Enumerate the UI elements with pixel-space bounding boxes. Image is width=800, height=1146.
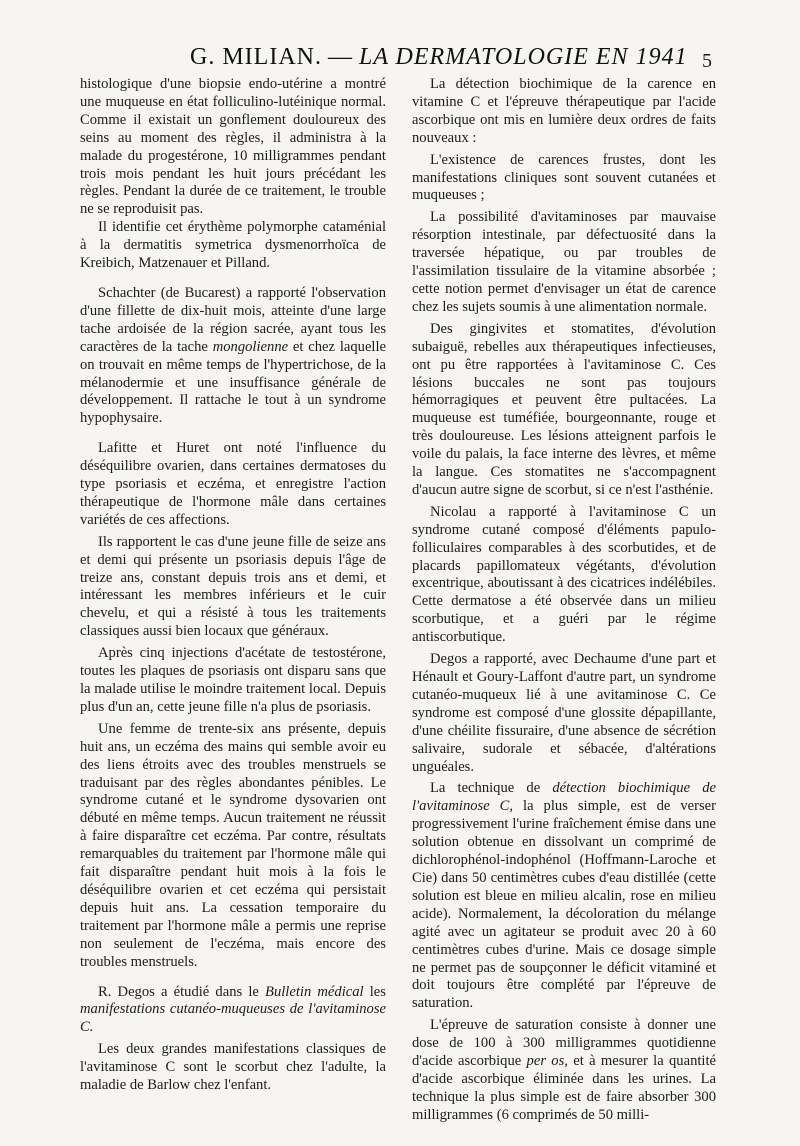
text-run: L'épreuve de saturation consiste à donner une dose de 100 à 300 milligrammes quotidienne d'acide ascorbique: [412, 1017, 716, 1070]
header-year: 1941: [635, 44, 688, 70]
text-run: et à mesurer la quantité d'acide ascorbique éliminée dans les urines. La technique la plus simple est de faire absorber 300 milligrammes (6 comprimés de 50 milli-: [412, 1053, 717, 1123]
header-author: G. MILIAN.: [190, 44, 322, 70]
italic-run: Bulletin médical: [265, 983, 364, 1000]
paragraph: Des gingivites et stomatites, d'évolution subaiguë, rebelles aux thérapeutiques infectieuses, ont pu être rapportées à l'avitaminose C. Ces lésions buccales ne sont pas toujours hémorragiques et peuvent être pultacées. La muqueuse est tuméfiée, bourgeonnante, rouge et très douloureuse. Les lésions atteignent parfois le voile du palais, la face interne des lèvres, et même la langue. Ces stomatites ne s'accompagnent d'aucun autre signe de scorbut, si ce n'est l'asthénie.: [412, 320, 716, 498]
paragraph: Nicolau a rapporté à l'avitaminose C un syndrome cutané composé d'éléments papulo-folliculaires comparables à des scorbutides, et de placards papillomateux végétants, d'évolution excentrique, aboutissant à des cicatrices indélébiles. Cette dermatose a été observée dans un milieu scorbutique, et a guéri par le régime antiscorbutique.: [412, 503, 716, 646]
paragraph: Degos a rapporté, avec Dechaume d'une part et Hénault et Goury-Laffont d'autre part, un syndrome cutanéo-muqueux lié à une avitaminose C. Ce syndrome est composé d'une glossite dépapillante, d'une chéilite fissuraire, d'une absence de sécrétion salivaire, sudorale et sébacée, d'altérations unguéales.: [412, 651, 716, 775]
paragraph: La détection biochimique de la carence en vitamine C et l'épreuve thérapeutique par l'acide ascorbique ont mis en lumière deux ordres de faits nouveaux :: [412, 76, 716, 146]
paragraph: Lafitte et Huret ont noté l'influence du déséquilibre ovarien, dans certaines dermatoses du type psoriasis et eczéma, et enregistre l'action thérapeutique de l'hormone mâle dans certaines variétés de ces affections.: [80, 440, 386, 528]
paragraph: [80, 984, 386, 1038]
paragraph: Une femme de trente-six ans présente, depuis huit ans, un eczéma des mains qui semble avoir eu des liens étroits avec des troubles menstruels se traduisant par des règles abondantes pénibles. Le syndrome cutané et le syndrome dysovarien ont débuté en même temps. Aucun traitement ne réussit à faire disparaître cet eczéma. Par contre, résultats remarquables du traitement par l'hormone mâle qui fait disparaître pendant huit mois à la fois le déséquilibre ovarien et cet eczéma qui persistait depuis huit ans. La cessation temporaire du traitement par l'hormone mâle a permis une reprise non seulement de l'eczéma, mais encore des troubles menstruels.: [80, 720, 386, 970]
paragraph: [412, 780, 716, 1013]
text-run: Schachter (de Bucarest) a rapporté l'observation d'une fillette de dix-huit mois, atteinte d'une large tache ardoisée de la région sacrée, ayant tous les caractères de la tache: [80, 284, 386, 355]
paragraph: Il identifie cet érythème polymorphe cataménial à la dermatitis symetrica dysmenorrhoïca de Kreibich, Matzenauer et Pilland.: [80, 219, 386, 272]
paragraph: L'existence de carences frustes, dont les manifestations cliniques sont souvent cutanées et muqueuses ;: [412, 151, 716, 204]
running-title: [190, 44, 688, 71]
running-header: [0, 44, 800, 80]
header-title: LA DERMATOLOGIE EN: [358, 44, 629, 70]
paragraph: Les deux grandes manifestations classiques de l'avitaminose C sont le scorbut chez l'adulte, la maladie de Barlow chez l'enfant.: [80, 1041, 386, 1094]
italic-run: manifestations cutanéo-muqueuses de l'avitaminose C.: [80, 1001, 386, 1036]
text-run: et chez laquelle on trouvait en même temps de l'hypertrichose, de la mélanodermie et une insuffisance générale de développement. Il rattache le tout à un syndrome hypophysaire.: [80, 338, 387, 427]
text-run: les: [369, 983, 386, 1000]
right-column: [412, 76, 716, 1125]
paragraph: La possibilité d'avitaminoses par mauvaise résorption intestinale, par défectuosité dans la traversée hépatique, ou par troubles de l'assimilation tissulaire de la vitamine absorbée ; cette notion permet d'envisager un état de carence chez les sujets soumis à une alimentation normale.: [412, 209, 716, 315]
header-dash: —: [327, 44, 353, 70]
text-run: la plus simple, est de verser progressivement l'urine fraîchement émise dans une solution obtenue en dissolvant un comprimé de dichlorophénol-indophénol (Hoffmann-Laroche et Cie) dans 50 centimètres cubes d'eau distillée (cette solution est bleue en milieu alcalin, rose en milieu acide). Normalement, la décoloration du mélange agité avec un agitateur se produit avec 20 à 60 centimètres cubes d'urine. Mais ce dosage simple ne permet pas de soupçonner le déficit vitaminé et doit toujours être complété par l'épreuve de saturation.: [412, 798, 716, 1012]
paragraph: Ils rapportent le cas d'une jeune fille de seize ans et demi qui présente un psoriasis depuis l'âge de treize ans, constant depuis trois ans et demi, et intéressant les membres inférieurs et le cuir chevelu, et qui a résisté à tous les traitements classiques aussi bien locaux que généraux.: [80, 533, 386, 640]
italic-run: détection biochimique de l'avitaminose C,: [412, 780, 716, 815]
italic-run: mongolienne: [212, 338, 289, 355]
paragraph: histologique d'une biopsie endo-utérine a montré une muqueuse en état folliculino-lutéinique normal. Comme il existait un gonflement douloureux des seins au moment des règles, il administra à la malade du progestérone, 10 milligrammes pendant trois mois pendant les huit jours précédant les règles. Pendant la durée de ce traitement, le trouble ne se reproduisit pas.: [80, 76, 386, 218]
text-run: La technique de: [430, 780, 541, 797]
left-column: [80, 76, 386, 1095]
italic-run: per os,: [526, 1053, 568, 1070]
paragraph: [412, 1017, 716, 1124]
paragraph: Après cinq injections d'acétate de testostérone, toutes les plaques de psoriasis ont disparu sans que la malade utilise le moindre traitement local. Depuis plus d'un an, cette jeune fille n'a plus de psoriasis.: [80, 645, 386, 715]
paragraph: [80, 285, 386, 428]
text-run: R. Degos a étudié dans le: [98, 983, 259, 1000]
page-number: 5: [702, 50, 712, 72]
